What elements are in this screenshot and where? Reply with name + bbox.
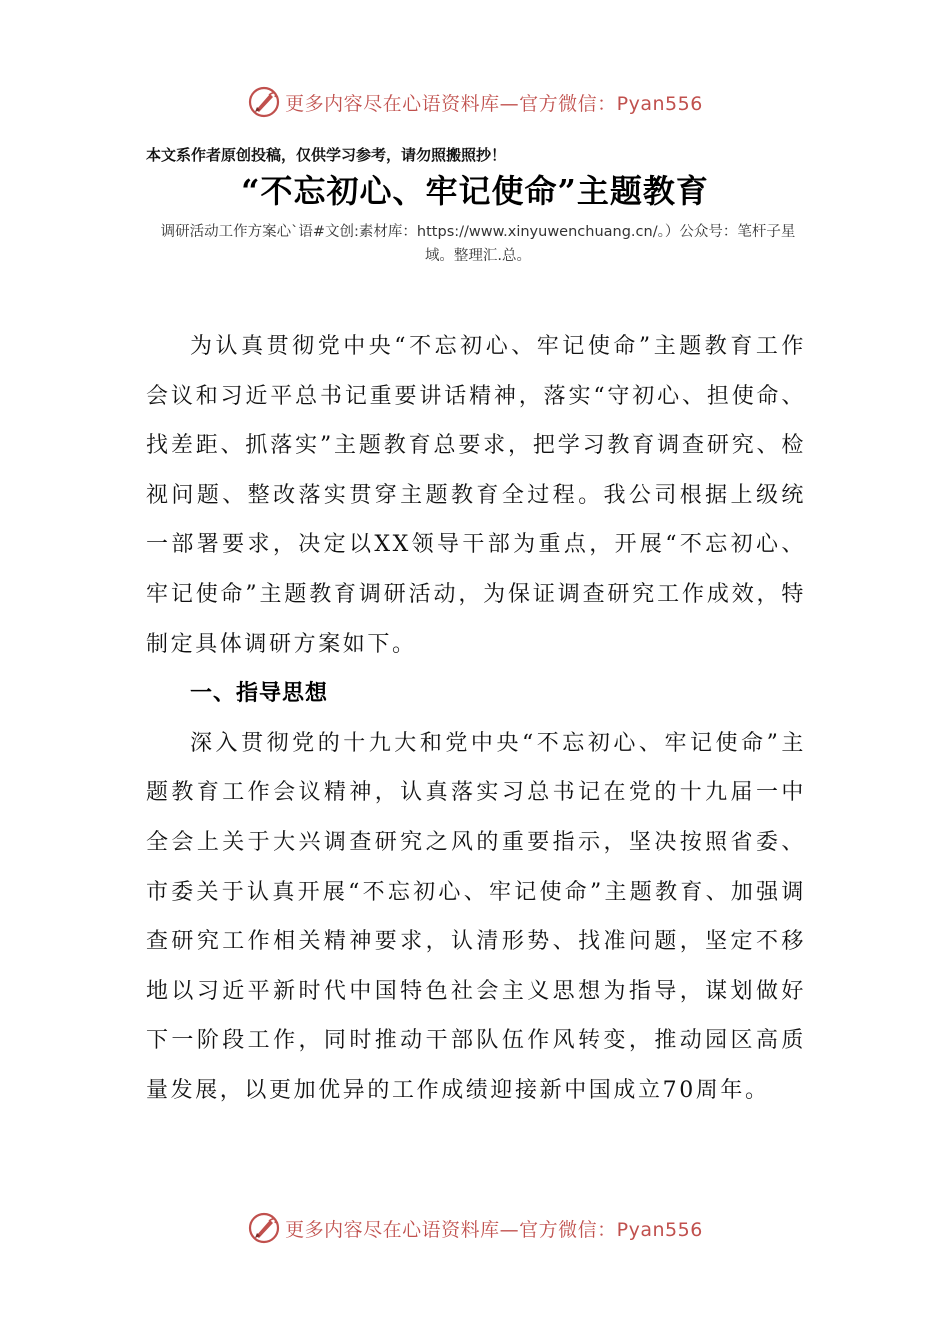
quill-pen-logo-icon	[247, 85, 281, 119]
section-heading-guiding-ideology: 一、指导思想	[190, 681, 329, 707]
header-watermark-banner	[0, 82, 950, 122]
watermark-text: 更多内容尽在心语资料库—官方微信：Pyan556	[285, 92, 703, 115]
copyright-notice: 本文系作者原创投稿，仅供学习参考，请勿照搬照抄！	[146, 146, 507, 164]
footer-watermark-banner	[0, 1208, 950, 1248]
document-subtitle: 调研活动工作方案心`语#文创:素材库：https://www.xinyuwenchuang.cn/。）公众号：笔杆子星域。整理汇.总。	[160, 224, 796, 264]
watermark-text: 更多内容尽在心语资料库—官方微信：Pyan556	[285, 1218, 703, 1241]
intro-paragraph: 为认真贯彻党中央“不忘初心、牢记使命”主题教育工作会议和习近平总书记重要讲话精神，落实“守初心、担使命、找差距、抓落实”主题教育总要求，把学习教育调查研究、检视问题、整改落实贯穿主题教育全过程。我公司根据上级统一部署要求，决定以XX领导干部为重点，开展“不忘初心、牢记使命”主题教育调研活动，为保证调查研究工作成效，特制定具体调研方案如下。	[146, 334, 806, 657]
document-body	[146, 322, 806, 1116]
quill-pen-logo-icon	[247, 1211, 281, 1245]
guiding-ideology-paragraph: 深入贯彻党的十九大和党中央“不忘初心、牢记使命”主题教育工作会议精神，认真落实习总书记在党的十九届一中全会上关于大兴调查研究之风的重要指示，坚决按照省委、市委关于认真开展“不忘初心、牢记使命”主题教育、加强调查研究工作相关精神要求，认清形势、找准问题，坚定不移地以习近平新时代中国特色社会主义思想为指导，谋划做好下一阶段工作，同时推动干部队伍作风转变，推动园区高质量发展，以更加优异的工作成绩迎接新中国成立70周年。	[146, 730, 806, 1103]
document-title: “不忘初心、牢记使命”主题教育	[241, 172, 709, 210]
